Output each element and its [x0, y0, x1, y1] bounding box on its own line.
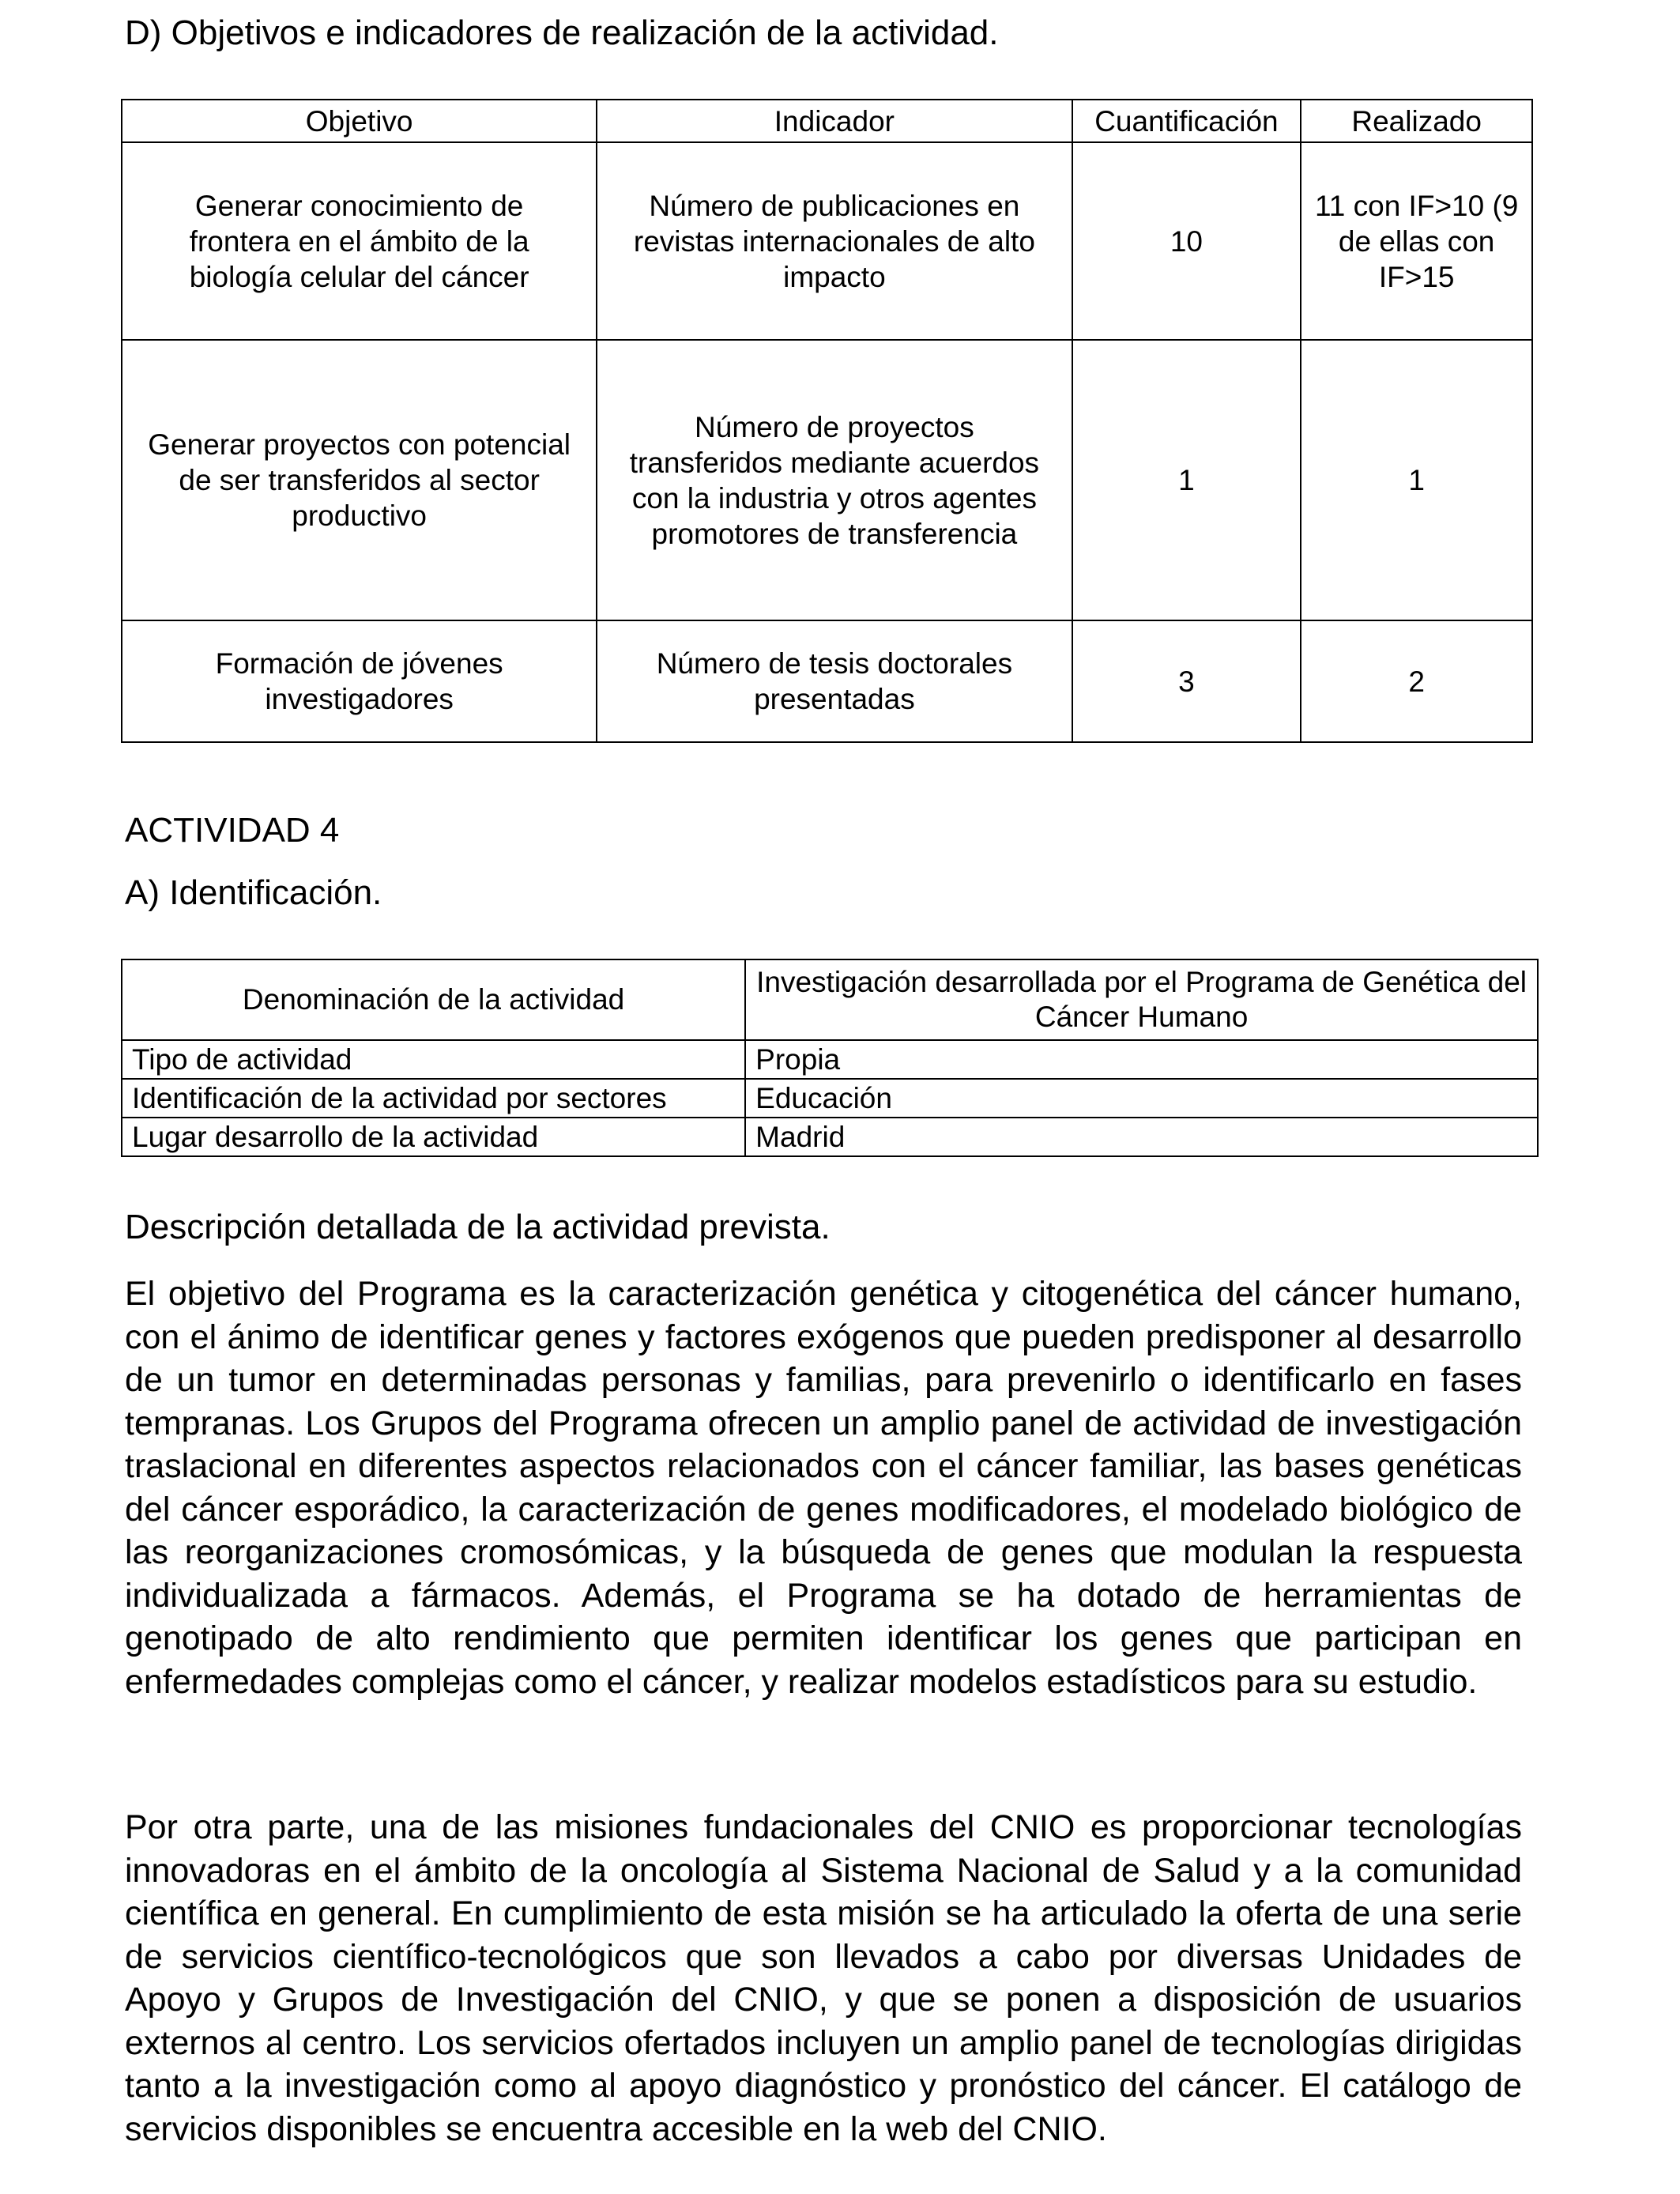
cuantificacion-cell: 3 [1072, 620, 1301, 742]
identification-value: Educación [745, 1079, 1538, 1118]
section-d-title: D) Objetivos e indicadores de realización de la actividad. [125, 13, 999, 52]
table-row [122, 142, 1532, 340]
indicador-cell: Número de publicaciones en revistas internacionales de alto impacto [597, 142, 1072, 340]
description-paragraph: El objetivo del Programa es la caracterización genética y citogenética del cáncer humano, con el ánimo de identificar genes y factores exógenos que pueden predisponer al desarrollo de un tumor en determinadas personas y familias, para prevenirlo o identificarlo en fases tempranas. Los Grupos del Programa ofrecen un amplio panel de actividad de investigación traslacional en diferentes aspectos relacionados con el cáncer familiar, las bases genéticas del cáncer esporádico, la caracterización de genes modificadores, el modelado biológico de las reorganizaciones cromosómicas, y la búsqueda de genes que modulan la respuesta individualizada a fármacos. Además, el Programa se ha dotado de herramientas de genotipado de alto rendimiento que permiten identificar los genes que participan en enfermedades complejas como el cáncer, y realizar modelos estadísticos para su estudio. [125, 1275, 1522, 1701]
cuantificacion-cell: 10 [1072, 142, 1301, 340]
table-row [122, 340, 1532, 620]
activity-title: ACTIVIDAD 4 [125, 811, 340, 850]
objectives-header-row [122, 100, 1532, 142]
table-row [122, 1040, 1538, 1079]
table-row [122, 620, 1532, 742]
objetivo-cell: Generar proyectos con potencial de ser transferidos al sector productivo [122, 340, 597, 620]
identification-label: Denominación de la actividad [122, 959, 745, 1040]
realizado-cell: 2 [1301, 620, 1532, 742]
identification-value: Propia [745, 1040, 1538, 1079]
identification-label: Lugar desarrollo de la actividad [122, 1118, 745, 1156]
indicador-cell: Número de tesis doctorales presentadas [597, 620, 1072, 742]
objectives-table [121, 99, 1533, 743]
identification-value: Investigación desarrollada por el Programa de Genética del Cáncer Humano [745, 959, 1538, 1040]
description-title: Descripción detallada de la actividad prevista. [125, 1208, 831, 1246]
table-row [122, 1079, 1538, 1118]
column-header-realizado: Realizado [1301, 100, 1532, 142]
table-row [122, 959, 1538, 1040]
objetivo-cell: Generar conocimiento de frontera en el ámbito de la biología celular del cáncer [122, 142, 597, 340]
cuantificacion-cell: 1 [1072, 340, 1301, 620]
realizado-cell: 1 [1301, 340, 1532, 620]
identification-label: Tipo de actividad [122, 1040, 745, 1079]
description-paragraph: Por otra parte, una de las misiones fundacionales del CNIO es proporcionar tecnologías innovadoras en el ámbito de la oncología al Sistema Nacional de Salud y a la comunidad científica en general. En cumplimiento de esta misión se ha articulado la oferta de una serie de servicios científico-tecnológicos que son llevados a cabo por diversas Unidades de Apoyo y Grupos de Investigación del CNIO, y que se ponen a disposición de usuarios externos al centro. Los servicios ofertados incluyen un amplio panel de tecnologías dirigidas tanto a la investigación como al apoyo diagnóstico y pronóstico del cáncer. El catálogo de servicios disponibles se encuentra accesible en la web del CNIO. [125, 1808, 1522, 2148]
identification-label: Identificación de la actividad por sectores [122, 1079, 745, 1118]
objetivo-cell: Formación de jóvenes investigadores [122, 620, 597, 742]
column-header-cuantificacion: Cuantificación [1072, 100, 1301, 142]
column-header-indicador: Indicador [597, 100, 1072, 142]
identification-table [121, 959, 1539, 1157]
table-row [122, 1118, 1538, 1156]
indicador-cell: Número de proyectos transferidos mediante acuerdos con la industria y otros agentes promotores de transferencia [597, 340, 1072, 620]
realizado-cell: 11 con IF>10 (9 de ellas con IF>15 [1301, 142, 1532, 340]
column-header-objetivo: Objetivo [122, 100, 597, 142]
section-a-title: A) Identificación. [125, 873, 382, 912]
identification-value: Madrid [745, 1118, 1538, 1156]
